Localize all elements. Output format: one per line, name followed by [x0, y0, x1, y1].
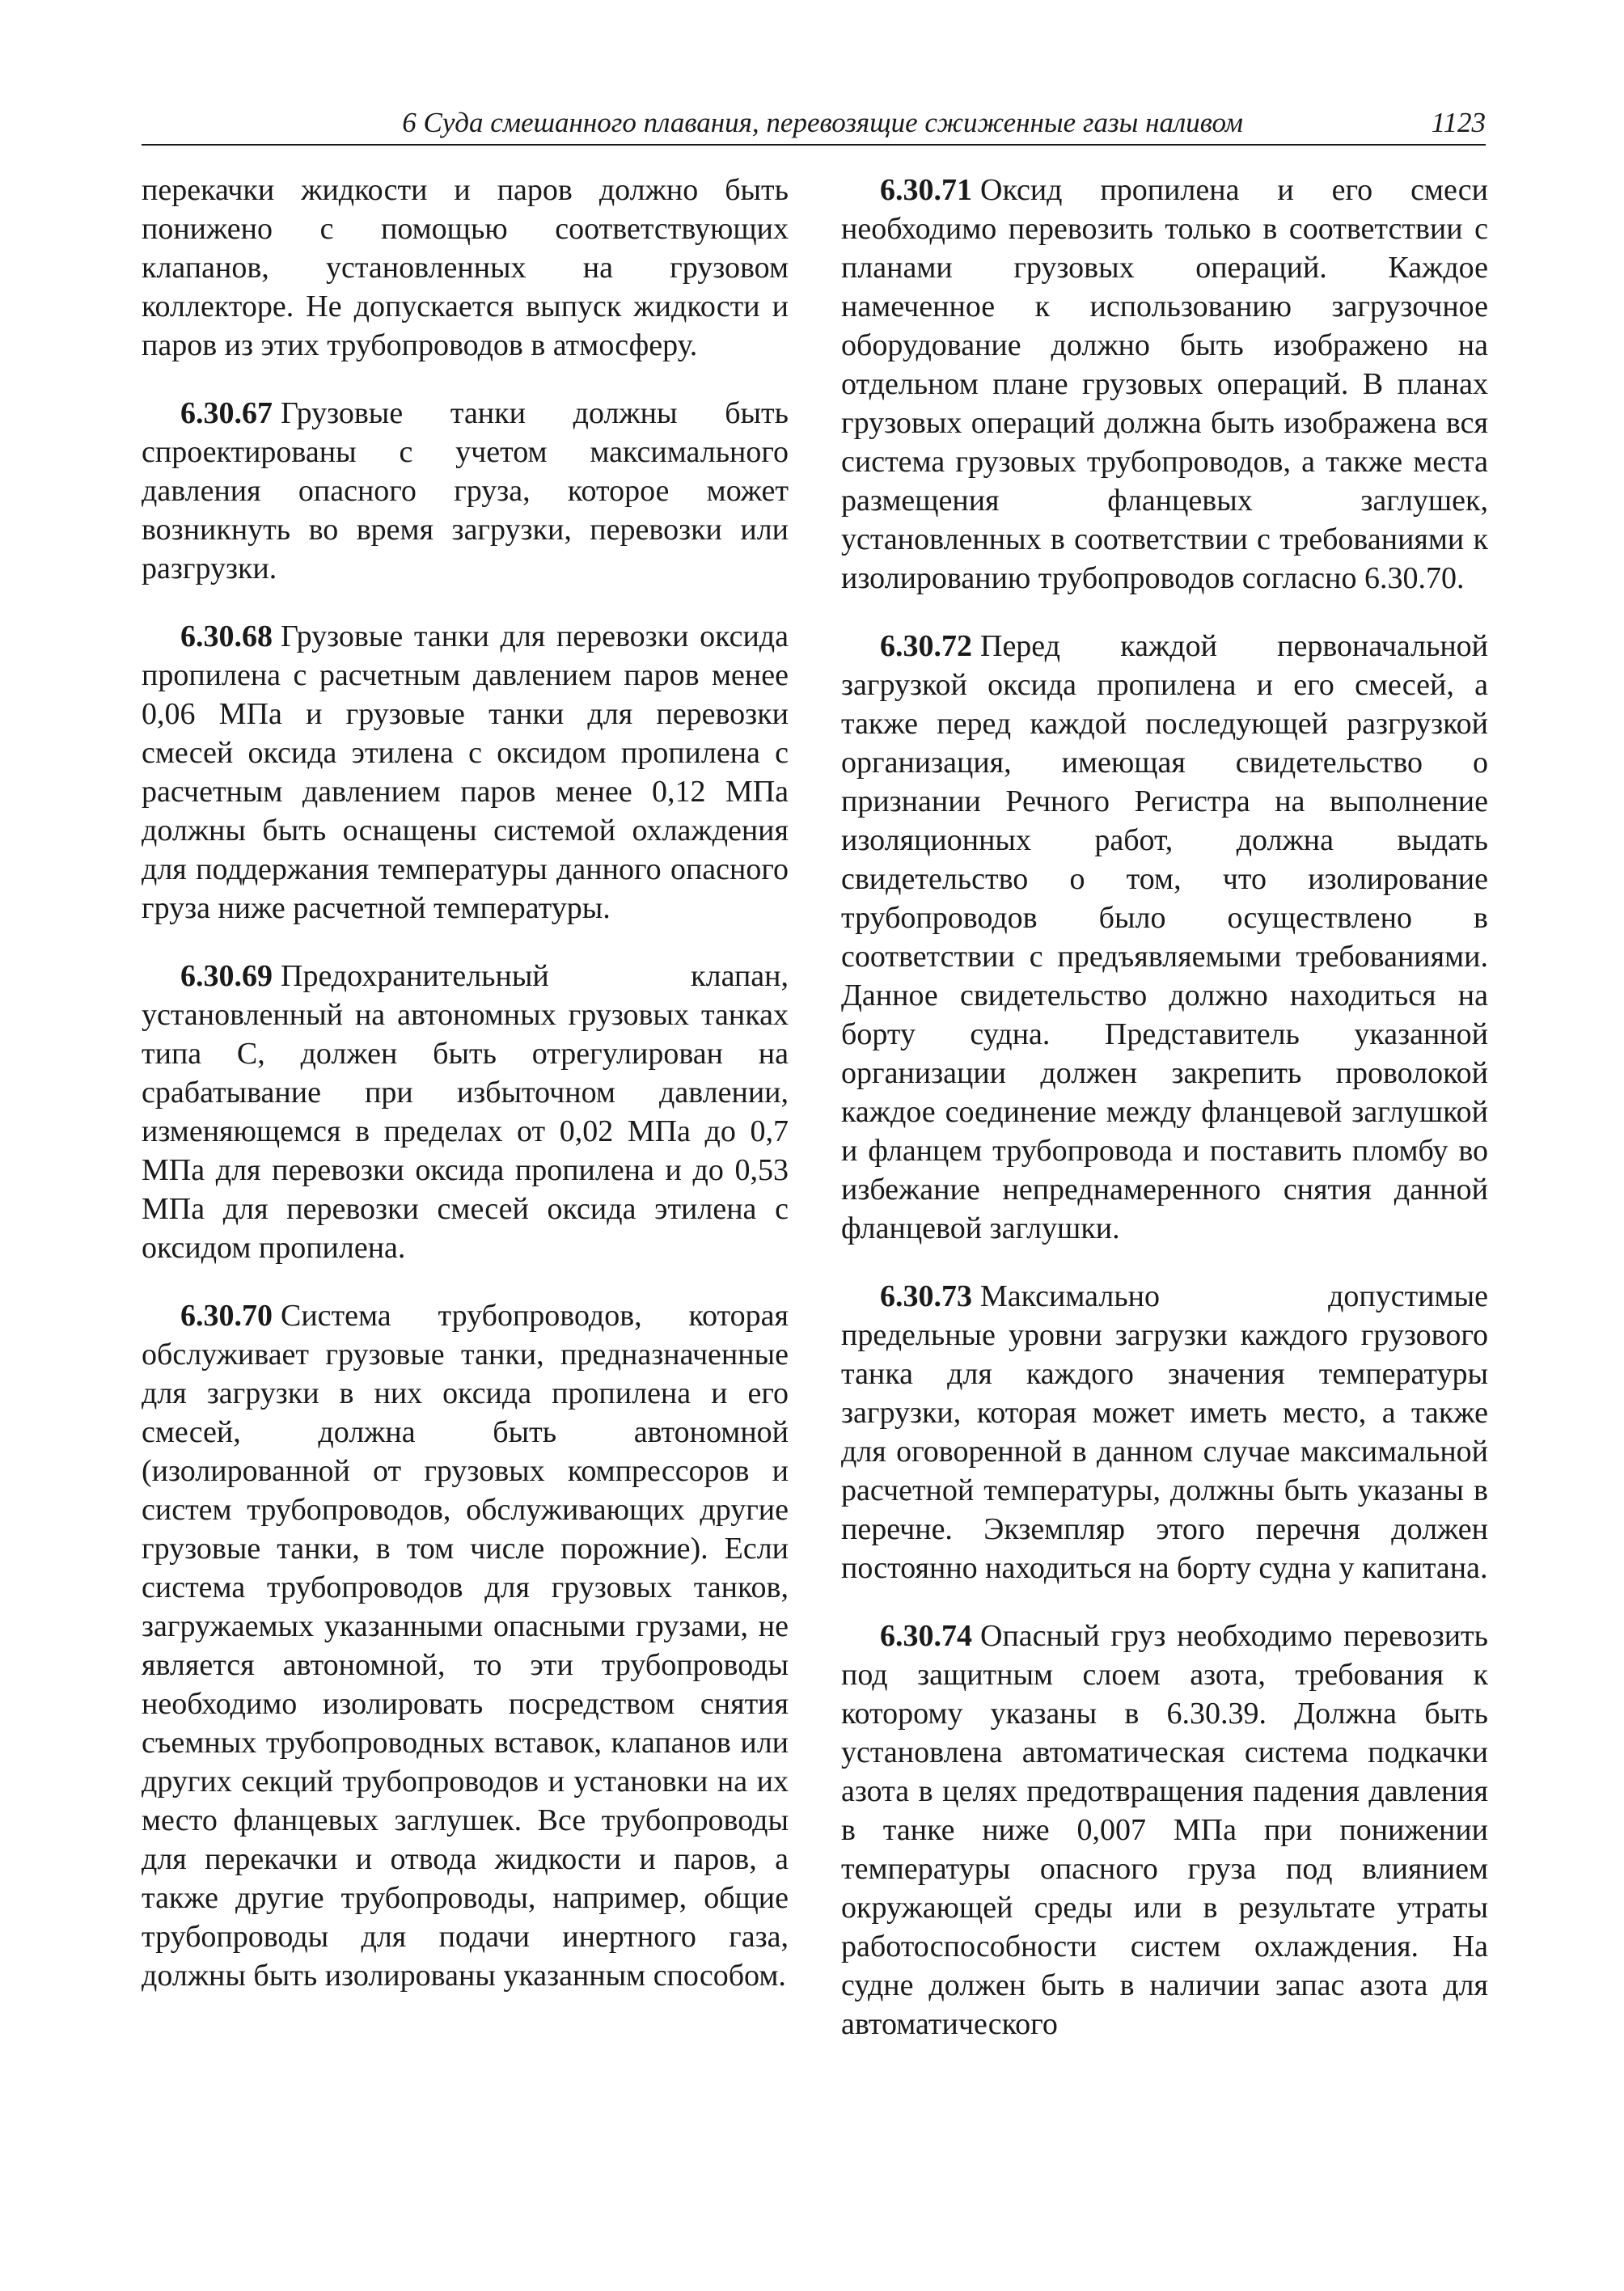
clause-text: Максимально допустимые предельные уровни загрузки каждого грузового танка для каждого значения температуры загрузки, которая может иметь место, а также для оговоренной в данном случае максимальной расчетной температуры, должны быть указаны в перечне. Экземпляр этого перечня должен постоянно находиться на борту судна у капитана. [841, 1279, 1488, 1585]
clause-text: Опасный груз необходимо перевозить под защитным слоем азота, требования к которому указаны в 6.30.39. Должна быть установлена автоматическая система подкачки азота в целях предотвращения падения давления в танке ниже 0,007 МПа при понижении температуры опасного груза под влиянием окружающей среды или в результате утраты работоспособности систем охлаждения. На судне должен быть в наличии запас азота для автоматического [841, 1619, 1488, 2041]
clause-number: 6.30.71 [880, 173, 972, 207]
right-column [841, 171, 1488, 2073]
clause-6-30-72 [841, 627, 1488, 1248]
clause-number: 6.30.73 [880, 1279, 972, 1313]
clause-6-30-67 [142, 394, 789, 588]
clause-number: 6.30.72 [880, 629, 972, 663]
clause-number: 6.30.68 [180, 619, 273, 653]
running-title: 6 Суда смешанного плавания, перевозящие сжиженные газы наливом [402, 107, 1243, 138]
clause-text: Перед каждой первоначальной загрузкой оксида пропилена и его смесей, а также перед каждой последующей разгрузкой организация, имеющая свидетельство о признании Речного Регистра на выполнение изоляционных работ, должна выдать свидетельство о том, что изолирование трубопроводов было осуществлено в соответствии с предъявляемыми требованиями. Данное свидетельство должно находиться на борту судна. Представитель указанной организации должен закрепить проволокой каждое соединение между фланцевой заглушкой и фланцем трубопровода и поставить пломбу во избежание непреднамеренного снятия данной фланцевой заглушки. [841, 629, 1488, 1245]
page-number: 1123 [1431, 107, 1486, 138]
clause-number: 6.30.74 [880, 1619, 972, 1653]
clause-text: Система трубопроводов, которая обслуживает грузовые танки, предназначенные для загрузки в них оксида пропилена и его смесей, должна быть автономной (изолированной от грузовых компрессоров и систем трубопроводов, обслуживающих другие грузовые танки, в том числе порожние). Если система трубопроводов для грузовых танков, загружаемых указанными опасными грузами, не является автономной, то эти трубопроводы необходимо изолировать посредством снятия съемных трубопроводных вставок, клапанов или других секций трубопроводов и установки на их место фланцевых заглушек. Все трубопроводы для перекачки и отвода жидкости и паров, а также другие трубопроводы, например, общие трубопроводы для подачи инертного газа, должны быть изолированы указанным способом. [142, 1299, 789, 1993]
clause-6-30-74 [841, 1617, 1488, 2044]
clause-text: Грузовые танки должны быть спроектированы с учетом максимального давления опасного груза, которое может возникнуть во время загрузки, перевозки или разгрузки. [142, 396, 789, 585]
clause-6-30-71 [841, 171, 1488, 598]
clause-text: Грузовые танки для перевозки оксида пропилена с расчетным давлением паров менее 0,06 МПа и грузовые танки для перевозки смесей оксида этилена с оксидом пропилена с расчетным давлением паров менее 0,12 МПа должны быть оснащены системой охлаждения для поддержания температуры данного опасного груза ниже расчетной температуры. [142, 619, 789, 925]
clause-6-30-70 [142, 1296, 789, 1995]
clause-6-30-68 [142, 617, 789, 928]
clause-number: 6.30.67 [180, 396, 273, 430]
clause-text: Предохранительный клапан, установленный на автономных грузовых танках типа С, должен быть отрегулирован на срабатывание при избыточном давлении, изменяющемся в пределах от 0,02 МПа до 0,7 МПа для перевозки оксида пропилена и до 0,53 МПа для перевозки смесей оксида этилена с оксидом пропилена. [142, 959, 789, 1265]
clause-6-30-73 [841, 1277, 1488, 1587]
clause-number: 6.30.70 [180, 1299, 273, 1333]
page-header [142, 105, 1486, 146]
clause-6-30-69 [142, 957, 789, 1267]
clause-text: Оксид пропилена и его смеси необходимо перевозить только в соответствии с планами грузовых операций. Каждое намеченное к использованию загрузочное оборудование должно быть изображено на отдельном плане грузовых операций. В планах грузовых операций должна быть изображена вся система грузовых трубопроводов, а также места размещения фланцевых заглушек, установленных в соответствии с требованиями к изолированию трубопроводов согласно 6.30.70. [841, 173, 1488, 595]
left-column [142, 171, 789, 2024]
clause-number: 6.30.69 [180, 959, 273, 993]
continuation-paragraph: перекачки жидкости и паров должно быть понижено с помощью соответствующих клапанов, установленных на грузовом коллекторе. Не допускается выпуск жидкости и паров из этих трубопроводов в атмосферу. [142, 173, 789, 362]
